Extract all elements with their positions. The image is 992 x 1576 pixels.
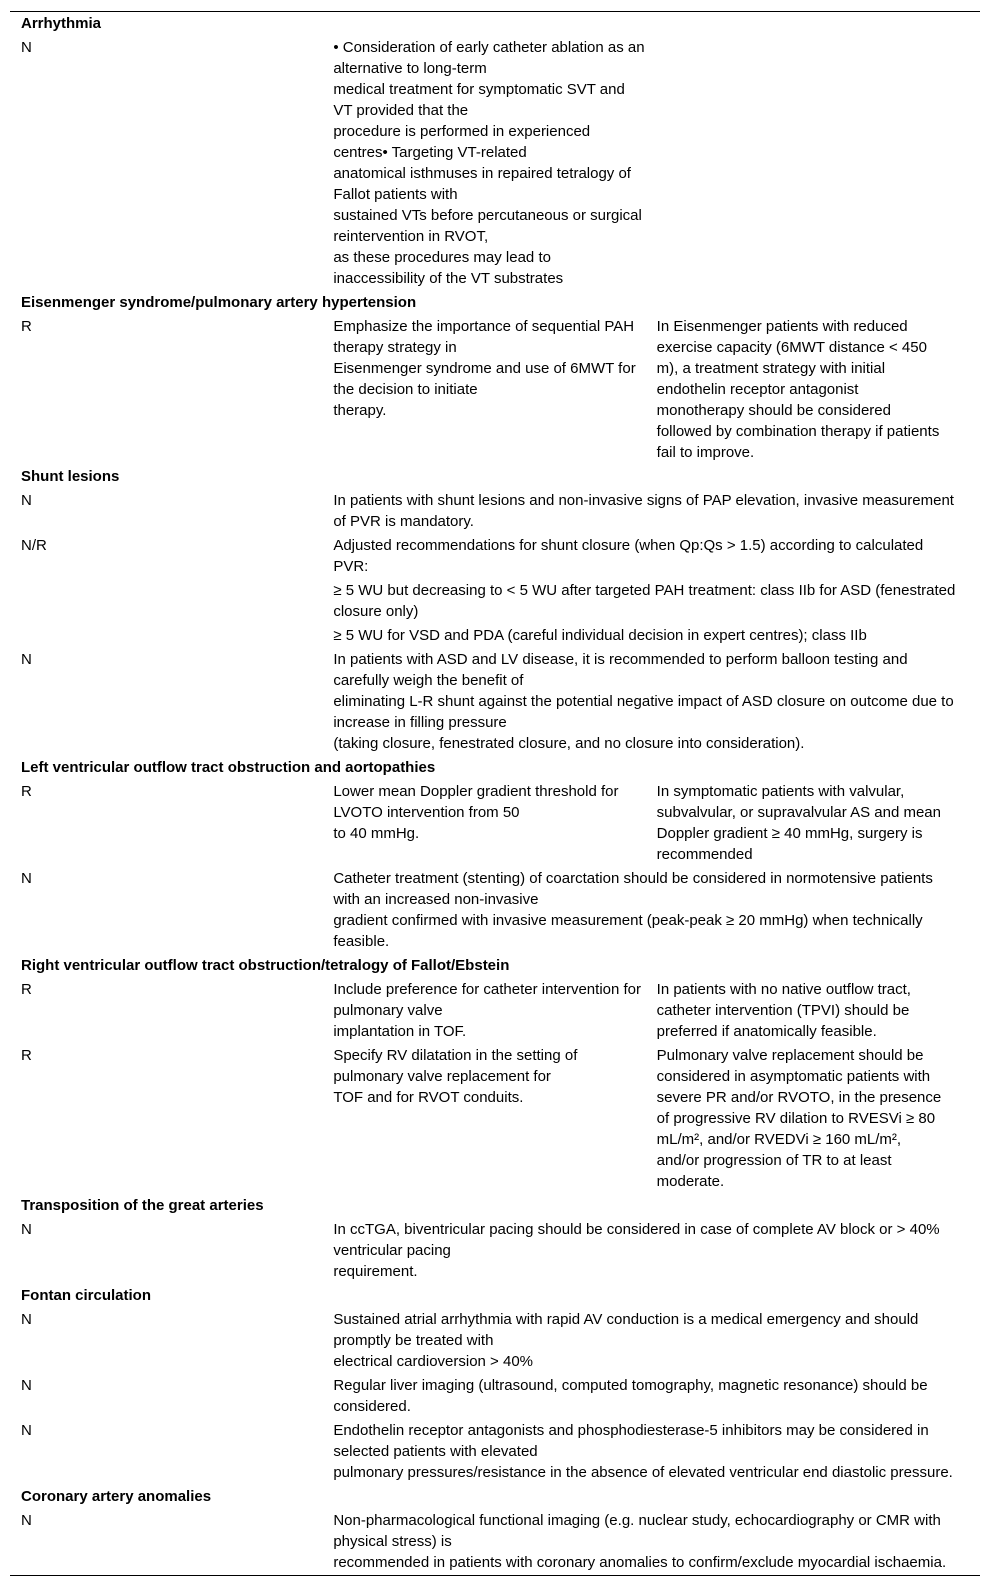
table-row [10, 978, 980, 1044]
recommendation-text-line: exercise capacity (6MWT distance < 450 [656, 339, 927, 356]
table-row [10, 1308, 980, 1374]
change-description-line: therapy. [333, 402, 387, 419]
recommendation-text [657, 978, 980, 1044]
change-description-line: eliminating L-R shunt against the potential negative impact of ASD closure on outcome due to increase in filling pressure [333, 693, 954, 731]
recommendation-text-line: Pulmonary valve replacement should be [656, 1047, 924, 1064]
section-header-row [10, 1485, 980, 1509]
recommendation-text-line: In patients with no native outflow tract, [656, 981, 911, 998]
recommendation-text-line: subvalvular, or supravalvular AS and mean [656, 804, 941, 821]
change-description-line: medical treatment for symptomatic SVT and VT provided that the [333, 81, 625, 119]
table-row [10, 489, 980, 534]
recommendation-text [657, 36, 980, 291]
change-description-line: In patients with shunt lesions and non-invasive signs of PAP elevation, invasive measurement of PVR is mandatory. [333, 492, 954, 530]
change-description-line: Adjusted recommendations for shunt closure (when Qp:Qs > 1.5) according to calculated PVR: [333, 537, 924, 575]
table-row [10, 648, 980, 756]
table-row [10, 780, 980, 867]
change-description-line: ≥ 5 WU but decreasing to < 5 WU after targeted PAH treatment: class IIb for ASD (fenestrated closure only) [333, 582, 956, 620]
recommendation-text-line: considered in asymptomatic patients with [656, 1068, 931, 1085]
change-description-line: (taking closure, fenestrated closure, and no closure into consideration). [333, 735, 805, 752]
section-header-row [10, 756, 980, 780]
change-description [333, 579, 980, 624]
table-row [10, 1374, 980, 1419]
change-description-line: • Consideration of early catheter ablation as an alternative to long-term [333, 39, 645, 77]
change-description-line: Eisenmenger syndrome and use of 6MWT for the decision to initiate [333, 360, 636, 398]
change-description-line: sustained VTs before percutaneous or surgical reintervention in RVOT, [333, 207, 642, 245]
change-description [333, 648, 980, 756]
change-description [333, 1308, 980, 1374]
change-description-line: Emphasize the importance of sequential PAH therapy strategy in [333, 318, 635, 356]
table-row [10, 36, 980, 291]
change-description-line: Specify RV dilatation in the setting of pulmonary valve replacement for [333, 1047, 578, 1085]
change-description-line: recommended in patients with coronary anomalies to confirm/exclude myocardial ischaemia. [333, 1554, 947, 1571]
table-row [10, 1044, 980, 1194]
recommendation-text-line: Doppler gradient ≥ 40 mmHg, surgery is [656, 825, 923, 842]
recommendation-text [657, 780, 980, 867]
change-description [333, 36, 656, 291]
table-row [10, 534, 980, 579]
change-description-line: In patients with ASD and LV disease, it is recommended to perform balloon testing and carefully weigh the benefit of [333, 651, 908, 689]
change-description [333, 534, 980, 579]
section-header-row [10, 291, 980, 315]
recommendation-text-line: moderate. [656, 1173, 725, 1190]
change-description-line: In ccTGA, biventricular pacing should be considered in case of complete AV block or > 40% ventricular pacing [333, 1221, 940, 1259]
section-title: Fontan circulation [21, 1287, 152, 1304]
section-header-row [10, 465, 980, 489]
change-description-line: Endothelin receptor antagonists and phosphodiesterase-5 inhibitors may be considered in selected patients with elevated [333, 1422, 929, 1460]
table-row [10, 1419, 980, 1485]
change-code: R [21, 1047, 32, 1064]
change-description-line: Include preference for catheter intervention for pulmonary valve [333, 981, 642, 1019]
change-description-line: Non-pharmacological functional imaging (e.g. nuclear study, echocardiography or CMR with physical stress) is [333, 1512, 941, 1550]
section-title: Coronary artery anomalies [21, 1488, 212, 1505]
section-title: Arrhythmia [21, 15, 102, 32]
change-code: N [21, 651, 32, 668]
change-description-line: anatomical isthmuses in repaired tetralogy of Fallot patients with [333, 165, 631, 203]
change-description-line: implantation in TOF. [333, 1023, 467, 1040]
change-code: N [21, 1422, 32, 1439]
change-code: R [21, 981, 32, 998]
change-description-line: Regular liver imaging (ultrasound, computed tomography, magnetic resonance) should be considered. [333, 1377, 928, 1415]
recommendation-text-line: mL/m², and/or RVEDVi ≥ 160 mL/m², [656, 1131, 902, 1148]
change-code [10, 579, 333, 624]
recommendation-text-line: of progressive RV dilation to RVESVi ≥ 80 [656, 1110, 936, 1127]
change-description-line: gradient confirmed with invasive measurement (peak-peak ≥ 20 mmHg) when technically feasible. [333, 912, 923, 950]
recommendation-text-line: followed by combination therapy if patients [656, 423, 940, 440]
change-description-line: requirement. [333, 1263, 418, 1280]
change-description-line: Lower mean Doppler gradient threshold for LVOTO intervention from 50 [333, 783, 619, 821]
change-description [333, 1419, 980, 1485]
recommendation-text-line: monotherapy should be considered [656, 402, 891, 419]
recommendation-text-line: m), a treatment strategy with initial [656, 360, 886, 377]
section-title: Shunt lesions [21, 468, 120, 485]
section-title: Eisenmenger syndrome/pulmonary artery hypertension [21, 294, 417, 311]
section-title: Right ventricular outflow tract obstruction/tetralogy of Fallot/Ebstein [21, 957, 510, 974]
recommendation-text-line: In Eisenmenger patients with reduced [656, 318, 908, 335]
change-description [333, 489, 980, 534]
change-description [333, 624, 980, 648]
recommendation-text-line: endothelin receptor antagonist [656, 381, 859, 398]
change-description-line: ≥ 5 WU for VSD and PDA (careful individual decision in expert centres); class IIb [333, 627, 867, 644]
change-code: N [21, 870, 32, 887]
section-title: Transposition of the great arteries [21, 1197, 264, 1214]
section-header-row [10, 1194, 980, 1218]
guideline-changes-table-frame [10, 11, 980, 1576]
recommendation-text-line: and/or progression of TR to at least [656, 1152, 892, 1169]
section-header-row [10, 1284, 980, 1308]
change-description [333, 867, 980, 954]
change-code: N [21, 39, 32, 56]
change-description-line: pulmonary pressures/resistance in the absence of elevated ventricular end diastolic pressure. [333, 1464, 953, 1481]
guideline-changes-table [10, 12, 980, 1575]
change-code: R [21, 318, 32, 335]
table-row [10, 315, 980, 465]
change-description-line: TOF and for RVOT conduits. [333, 1089, 524, 1106]
change-code: N [21, 1221, 32, 1238]
recommendation-text [657, 1044, 980, 1194]
section-title: Left ventricular outflow tract obstruction and aortopathies [21, 759, 436, 776]
table-row [10, 624, 980, 648]
change-code: N [21, 1311, 32, 1328]
change-description [333, 1218, 980, 1284]
change-description [333, 1044, 656, 1194]
change-description-line: procedure is performed in experienced centres• Targeting VT-related [333, 123, 591, 161]
change-description-line: electrical cardioversion > 40% [333, 1353, 534, 1370]
table-row [10, 579, 980, 624]
change-code [10, 624, 333, 648]
change-code: N [21, 1512, 32, 1529]
change-description [333, 780, 656, 867]
change-description [333, 315, 656, 465]
table-row [10, 1218, 980, 1284]
recommendation-text-line: recommended [656, 846, 753, 863]
recommendation-text [657, 315, 980, 465]
change-description [333, 978, 656, 1044]
change-description-line: Sustained atrial arrhythmia with rapid AV conduction is a medical emergency and should promptly be treated with [333, 1311, 919, 1349]
change-description-line: to 40 mmHg. [333, 825, 420, 842]
change-description-line: Catheter treatment (stenting) of coarctation should be considered in normotensive patients with an increased non-invasive [333, 870, 933, 908]
change-code: R [21, 783, 32, 800]
recommendation-text-line: severe PR and/or RVOTO, in the presence [656, 1089, 942, 1106]
table-row [10, 867, 980, 954]
change-description [333, 1374, 980, 1419]
change-code: N [21, 1377, 32, 1394]
table-row [10, 1509, 980, 1575]
section-header-row [10, 12, 980, 36]
change-description-line: as these procedures may lead to inaccessibility of the VT substrates [333, 249, 564, 287]
recommendation-text-line: fail to improve. [656, 444, 755, 461]
recommendation-text-line: In symptomatic patients with valvular, [656, 783, 905, 800]
recommendation-text-line: catheter intervention (TPVI) should be [656, 1002, 910, 1019]
change-code: N/R [21, 537, 47, 554]
change-code: N [21, 492, 32, 509]
recommendation-text-line: preferred if anatomically feasible. [656, 1023, 877, 1040]
change-description [333, 1509, 980, 1575]
section-header-row [10, 954, 980, 978]
